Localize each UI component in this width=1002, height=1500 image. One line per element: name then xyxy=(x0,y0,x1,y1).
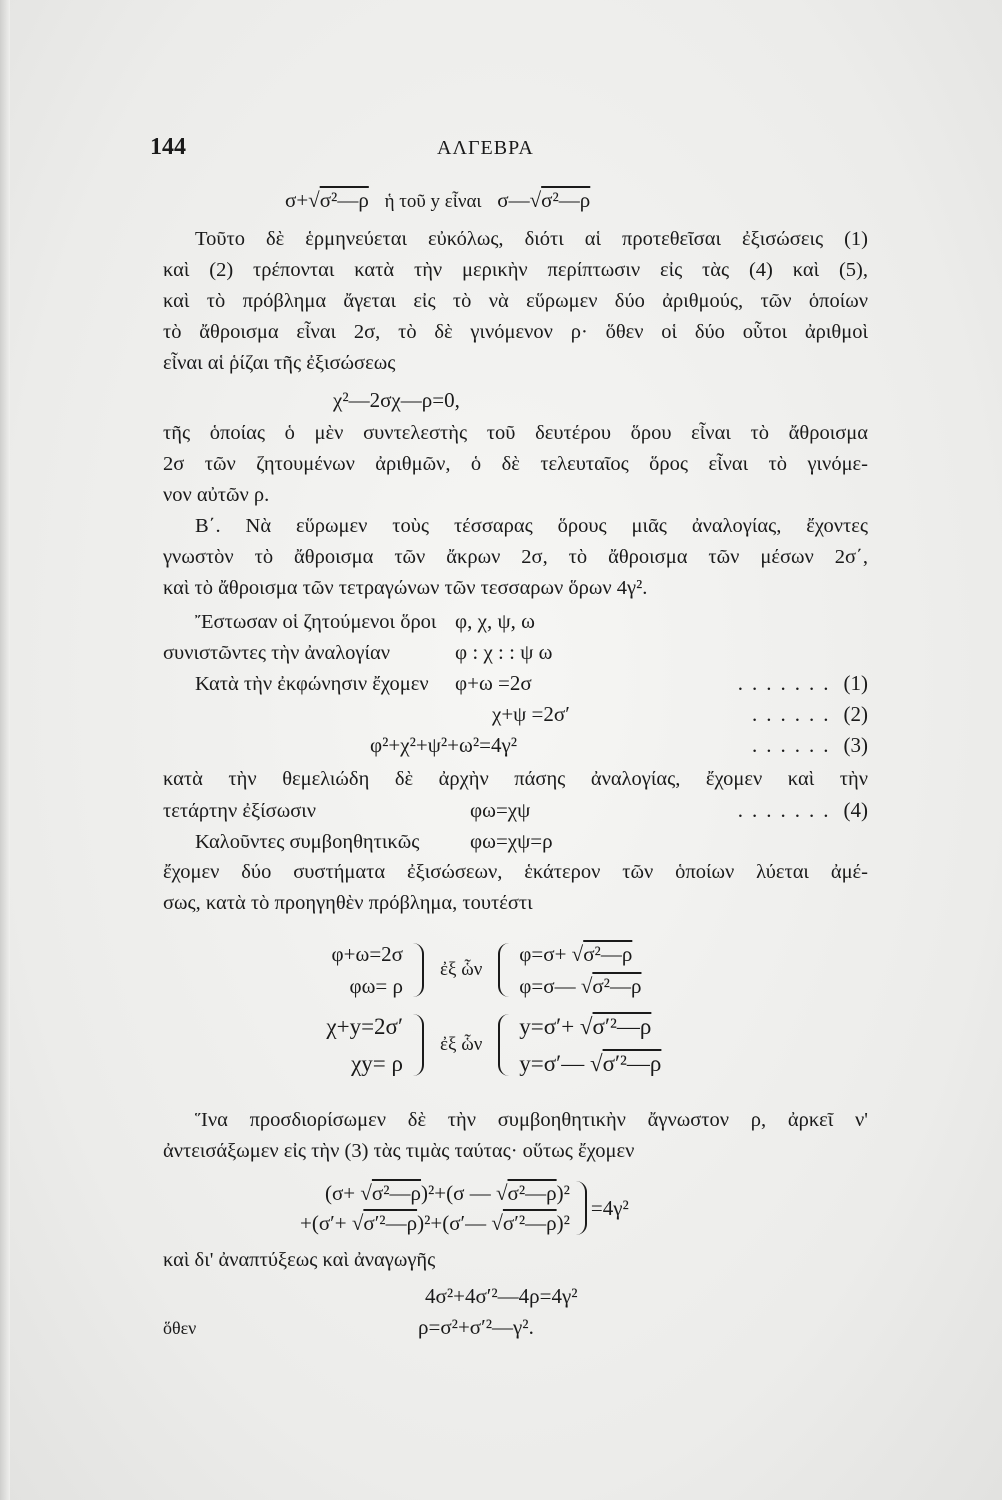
formula-part: φ=σ— √ xyxy=(519,974,593,998)
equation-row-4 xyxy=(163,796,868,827)
equation-number: (3) xyxy=(843,733,868,757)
radicand: σ²—ρ xyxy=(507,1181,557,1205)
radicand: σ²—ρ xyxy=(592,974,642,998)
formula-part: )²+(σ — √ xyxy=(421,1181,508,1205)
big-equation xyxy=(300,1178,868,1238)
page-content xyxy=(150,134,868,1344)
big-equation-row-1 xyxy=(325,1178,570,1208)
system-2-eq-1: χ+y=2σ′ xyxy=(326,1014,403,1039)
radicand: σ′²—ρ xyxy=(363,1211,418,1235)
equation-row-3 xyxy=(163,731,868,762)
formula-part: σ—√ xyxy=(497,188,542,212)
system-2-solutions xyxy=(519,1008,661,1082)
proportion-values: φ : χ : : ψ ω xyxy=(455,640,553,664)
right-brace xyxy=(576,1181,587,1235)
page-edge-shadow xyxy=(0,0,10,1500)
running-title: ΑΛΓΕΒΡΑ xyxy=(437,137,534,159)
leader-dots: ...... xyxy=(752,702,838,726)
formula-text: ἡ τοῦ y εἶναι xyxy=(384,191,482,212)
left-brace xyxy=(498,943,509,997)
equation-quadratic: χ²—2σχ—ρ=0, xyxy=(333,388,460,412)
formula-part: )²+(σ′— √ xyxy=(417,1211,503,1235)
equation-final: ρ=σ²+σ′²—γ². xyxy=(418,1315,534,1339)
text-line: γνωστὸν τὸ ἄθροισμα τῶν ἄκρων 2σ, τὸ ἄθροισμα τῶν μέσων 2σ΄, xyxy=(163,546,868,568)
text-line: Τοῦτο δὲ ἑρμηνεύεται εὐκόλως, διότι αἱ προτεθεῖσαι ἐξισώσεις (1) xyxy=(195,228,868,250)
formula-part: (σ+ √ xyxy=(324,1181,372,1205)
radicand: σ²—ρ xyxy=(541,188,591,212)
formula-roots xyxy=(163,186,868,217)
equation-number: (4) xyxy=(843,798,868,822)
text-line: τὸ ἄθροισμα εἶναι 2σ, τὸ δὲ γινόμενον ρ· ὅθεν οἱ δύο οὗτοι ἀριθμοὶ xyxy=(163,321,868,343)
equation-1: φ+ω =2σ xyxy=(455,671,532,695)
equation-number: (1) xyxy=(843,671,868,695)
system-1 xyxy=(293,938,868,1002)
equation-row-1 xyxy=(163,669,868,700)
system-1-sol-2 xyxy=(519,970,641,1002)
left-brace xyxy=(498,1014,509,1076)
radicand: σ′²—ρ xyxy=(592,1014,652,1039)
system-2-sol-1 xyxy=(519,1008,661,1045)
text-line: σως, κατὰ τὸ προηγηθὲν πρόβλημα, τουτέστι xyxy=(163,892,533,914)
text-line: εἶναι αἱ ῥίζαι τῆς ἐξισώσεως xyxy=(163,352,396,374)
system-1-sol-1 xyxy=(519,938,641,970)
equation-row-2 xyxy=(163,700,868,731)
system-2-sol-2 xyxy=(519,1045,661,1082)
right-brace xyxy=(413,943,424,997)
terms-label: Ἔστωσαν οἱ ζητούμενοι ὅροι xyxy=(195,611,437,633)
connector: ἐξ ὧν xyxy=(440,1034,483,1055)
equation-4: φω=χψ xyxy=(470,798,531,822)
aux-label: Καλοῦντες συμβοηθητικῶς xyxy=(195,831,420,853)
big-equation-rhs: =4γ² xyxy=(590,1195,629,1220)
final-label: ὅθεν xyxy=(163,1318,197,1338)
proportion-row xyxy=(163,638,868,669)
equation-label: Κατὰ τὴν ἐκφώνησιν ἔχομεν xyxy=(195,673,429,695)
text-line: καὶ τὸ πρόβλημα ἄγεται εἰς τὸ νὰ εὕρωμεν δύο ἀριθμούς, τῶν ὁποίων xyxy=(163,290,868,312)
text-line: ἔχομεν δύο συστήματα ἐξισώσεων, ἑκάτερον τῶν ὁποίων λύεται ἀμέ- xyxy=(163,861,868,883)
big-equation-lhs xyxy=(300,1178,570,1238)
system-2-equations xyxy=(293,1008,403,1082)
formula-part: )² xyxy=(556,1211,570,1235)
equation-2: χ+ψ =2σ′ xyxy=(492,702,570,726)
big-equation-row-2 xyxy=(300,1208,570,1238)
formula-part: φ=σ+ √ xyxy=(519,942,584,966)
connector: ἐξ ὧν xyxy=(440,959,483,980)
radicand: σ²—ρ xyxy=(583,942,633,966)
text-line: Ἵνα προσδιορίσωμεν δὲ τὴν συμβοηθητικὴν ἄγνωστον ρ, ἀρκεῖ ν' xyxy=(195,1109,868,1131)
formula-part: y=σ′— √ xyxy=(519,1051,603,1076)
text-line: νον αὐτῶν ρ. xyxy=(163,484,270,506)
text-line: Β΄. Νὰ εὕρωμεν τοὺς τέσσαρας ὅρους μιᾶς ἀναλογίας, ἔχοντες xyxy=(195,515,868,537)
right-brace xyxy=(413,1014,424,1076)
proportion-label: συνιστῶντες τὴν ἀναλογίαν xyxy=(163,642,391,664)
system-2 xyxy=(293,1008,868,1082)
terms-values: φ, χ, ψ, ω xyxy=(455,609,535,633)
system-2-eq-2: χy= ρ xyxy=(351,1051,403,1076)
page-number: 144 xyxy=(150,134,186,160)
system-1-solutions xyxy=(519,938,641,1002)
equation-number: (2) xyxy=(843,702,868,726)
aux-equation: φω=χψ=ρ xyxy=(470,829,553,853)
text-line: καὶ (2) τρέπονται κατὰ τὴν μερικὴν περίπτωσιν εἰς τὰς (4) καὶ (5), xyxy=(163,259,868,281)
radicand: σ²—ρ xyxy=(319,188,369,212)
equation-label: τετάρτην ἐξίσωσιν xyxy=(163,800,317,822)
radicand: σ′²—ρ xyxy=(602,1051,662,1076)
text-line: τῆς ὁποίας ὁ μὲν συντελεστὴς τοῦ δευτέρου ὅρου εἶναι τὸ ἄθροισμα xyxy=(163,422,868,444)
running-header xyxy=(150,134,868,186)
equation-expanded: 4σ²+4σ′²—4ρ=4γ² xyxy=(425,1284,578,1308)
text-line: καὶ τὸ ἄθροισμα τῶν τετραγώνων τῶν τεσσαρων ὅρων 4γ². xyxy=(163,577,648,599)
text-line: 2σ τῶν ζητουμένων ἀριθμῶν, ὁ δὲ τελευταῖος ὅρος εἶναι τὸ γινόμε- xyxy=(163,453,868,475)
text-line: καὶ δι' ἀναπτύξεως καὶ ἀναγωγῆς xyxy=(163,1249,436,1271)
formula-part: σ+√ xyxy=(285,188,320,212)
text-line: ἀντεισάξωμεν εἰς τὴν (3) τὰς τιμὰς ταύτας· οὕτως ἔχομεν xyxy=(163,1140,635,1162)
formula-part: )² xyxy=(556,1181,570,1205)
equation-3: φ²+χ²+ψ²+ω²=4γ² xyxy=(370,733,518,757)
system-1-eq-1: φ+ω=2σ xyxy=(331,942,403,966)
final-row xyxy=(163,1313,868,1344)
system-1-eq-2: φω= ρ xyxy=(349,974,403,998)
terms-row xyxy=(163,607,868,638)
radicand: σ′²—ρ xyxy=(502,1211,557,1235)
leader-dots: ....... xyxy=(737,671,838,695)
leader-dots: ....... xyxy=(737,798,838,822)
radicand: σ²—ρ xyxy=(371,1181,422,1205)
formula-part: y=σ′+ √ xyxy=(519,1014,593,1039)
formula-part: +(σ′+ √ xyxy=(300,1211,364,1235)
system-1-equations xyxy=(293,938,403,1002)
aux-row xyxy=(163,827,868,858)
leader-dots: ...... xyxy=(752,733,838,757)
text-line: κατὰ τὴν θεμελιώδη δὲ ἀρχὴν πάσης ἀναλογίας, ἔχομεν καὶ τὴν xyxy=(163,768,868,790)
